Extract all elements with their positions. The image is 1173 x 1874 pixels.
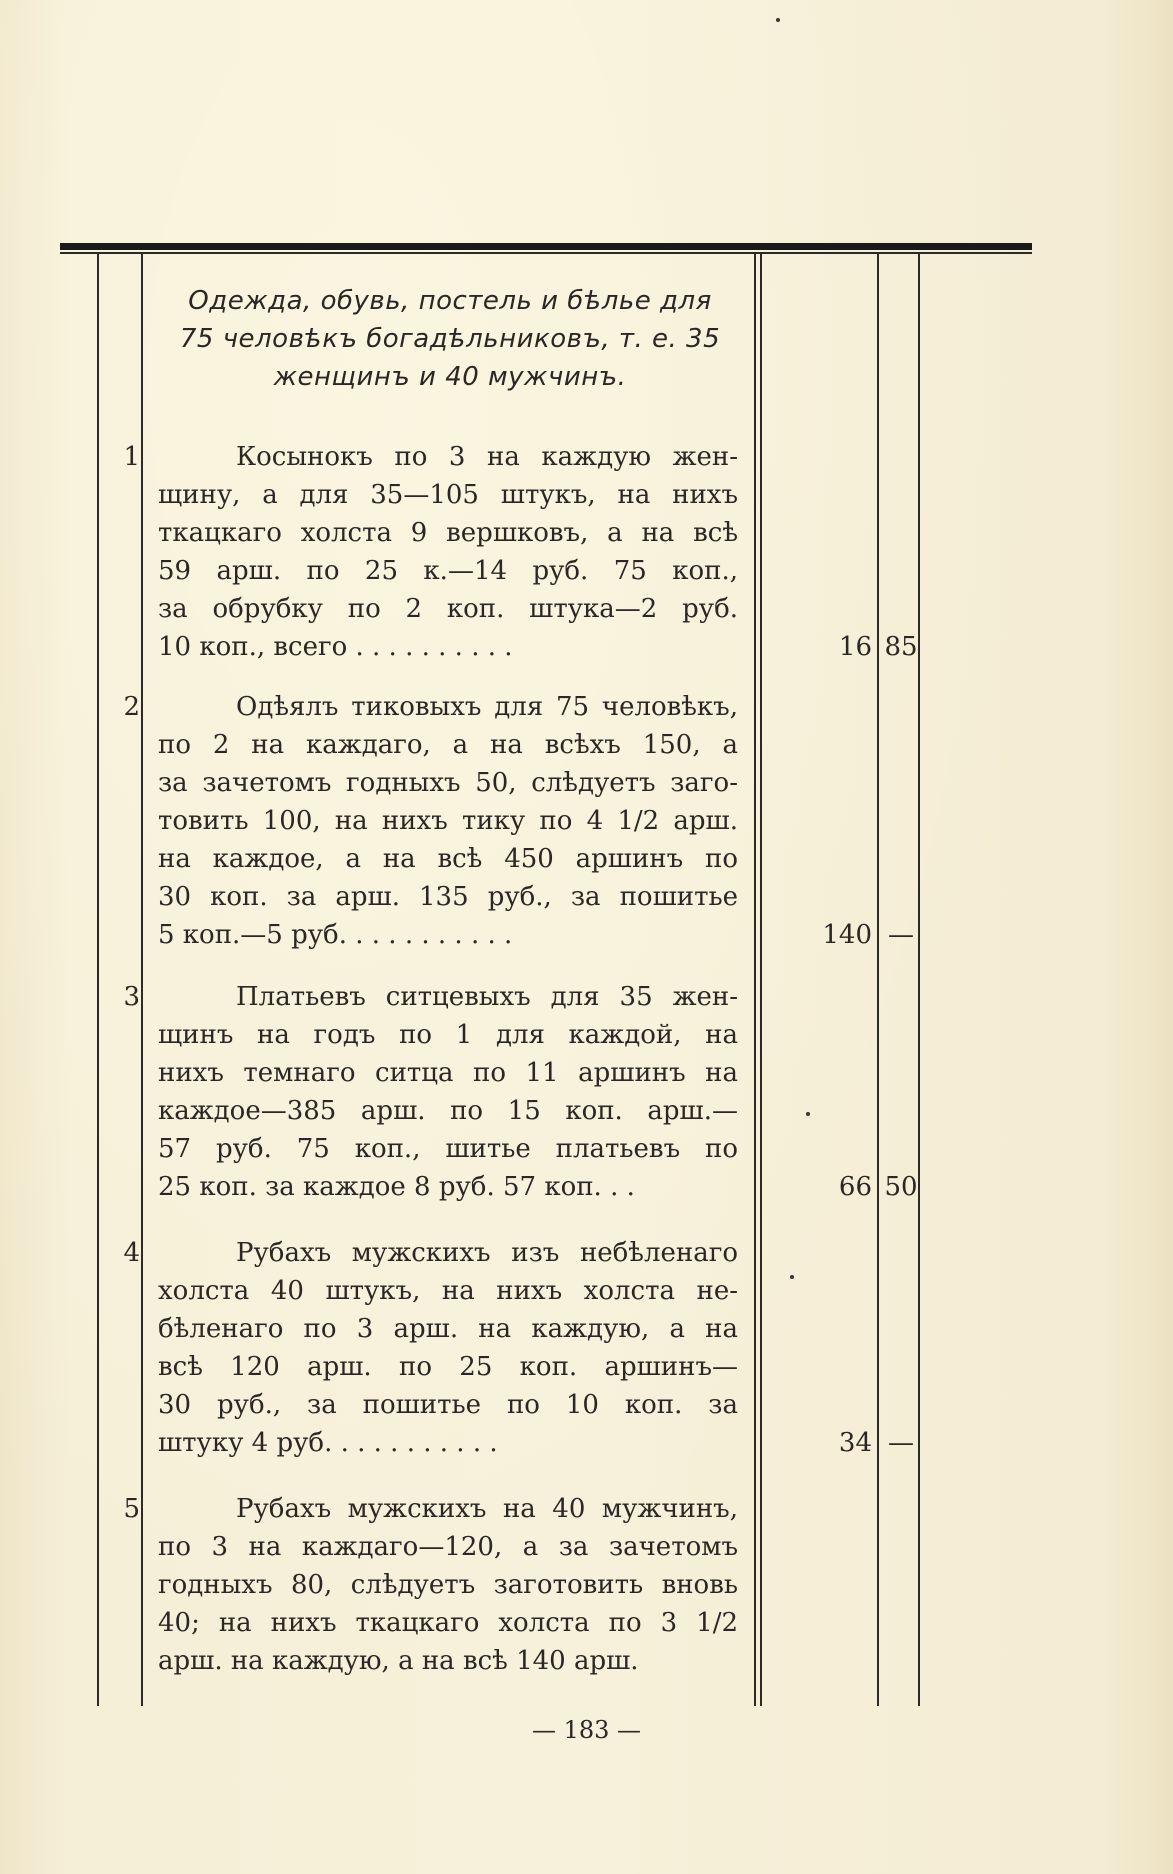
entry-text-line: 10 коп., всего . . . . . . . . . . bbox=[158, 632, 513, 662]
entry-text-line: 59 арш. по 25 к.—14 руб. 75 коп., bbox=[158, 556, 738, 586]
entry-text-line: Рубахъ мужскихъ изъ небѣленаго bbox=[236, 1238, 738, 1268]
page-number: — 183 — bbox=[531, 1716, 642, 1744]
section-title-line: Одежда, обувь, постель и бѣлье для bbox=[188, 286, 712, 316]
amount-kopecks: — bbox=[888, 1428, 914, 1458]
amount-rubles: 66 bbox=[838, 1172, 872, 1202]
entry-number: 3 bbox=[123, 982, 140, 1012]
entry-text-line: 30 руб., за пошитье по 10 коп. за bbox=[158, 1390, 738, 1420]
entry-text-line: щину, а для 35—105 штукъ, на нихъ bbox=[158, 480, 738, 510]
entry-text-line: 25 коп. за каждое 8 руб. 57 коп. . . bbox=[158, 1172, 635, 1202]
amount-kopecks: 50 bbox=[884, 1172, 918, 1202]
column-rule-number bbox=[141, 254, 143, 1706]
entry-text-line: годныхъ 80, слѣдуетъ заготовить вновь bbox=[158, 1570, 738, 1600]
entry-text bbox=[158, 978, 738, 1206]
amount-rubles: 16 bbox=[838, 632, 872, 662]
entry-text-line: товить 100, на нихъ тику по 4 1/2 арш. bbox=[158, 806, 738, 836]
entry-text-line: каждое—385 арш. по 15 коп. арш.— bbox=[158, 1096, 738, 1126]
entry-text-line: арш. на каждую, а на всѣ 140 арш. bbox=[158, 1646, 639, 1676]
entry-text-line: Одѣялъ тиковыхъ для 75 человѣкъ, bbox=[236, 692, 738, 722]
entry-text-line: за обрубку по 2 коп. штука—2 руб. bbox=[158, 594, 738, 624]
entry-number: 4 bbox=[123, 1238, 140, 1268]
entry-text-line: штуку 4 руб. . . . . . . . . . . bbox=[158, 1428, 498, 1458]
entry-number: 5 bbox=[123, 1494, 140, 1524]
entry-text-line: щинъ на годъ по 1 для каждой, на bbox=[158, 1020, 738, 1050]
column-rule-rubles bbox=[877, 254, 879, 1706]
print-speck bbox=[790, 1275, 794, 1279]
amount-rubles: 140 bbox=[822, 920, 872, 950]
entry-text bbox=[158, 1234, 738, 1462]
entry-text-line: 30 коп. за арш. 135 руб., за пошитье bbox=[158, 882, 738, 912]
entry-number: 1 bbox=[123, 442, 140, 472]
print-speck bbox=[776, 18, 780, 22]
entry-text-line: по 2 на каждаго, а на всѣхъ 150, а bbox=[158, 730, 738, 760]
entry-text-line: всѣ 120 арш. по 25 коп. аршинъ— bbox=[158, 1352, 738, 1382]
entry-text-line: за зачетомъ годныхъ 50, слѣдуетъ заго- bbox=[158, 768, 738, 798]
section-title-line: женщинъ и 40 мужчинъ. bbox=[273, 362, 627, 392]
amount-kopecks: 85 bbox=[884, 632, 918, 662]
entry-text bbox=[158, 688, 738, 954]
entry-text-line: ткацкаго холста 9 вершковъ, а на всѣ bbox=[158, 518, 738, 548]
amount-rubles: 34 bbox=[838, 1428, 872, 1458]
top-rule-thin bbox=[60, 252, 1032, 254]
entry-text-line: бѣленаго по 3 арш. на каждую, а на bbox=[158, 1314, 738, 1344]
entry-number: 2 bbox=[123, 692, 140, 722]
top-rule bbox=[60, 243, 1032, 250]
section-title-line: 75 человѣкъ богадѣльниковъ, т. е. 35 bbox=[179, 324, 721, 354]
entry-text-line: Платьевъ ситцевыхъ для 35 жен- bbox=[236, 982, 738, 1012]
entry-text bbox=[158, 438, 738, 666]
print-speck bbox=[806, 1112, 810, 1116]
entry-text-line: нихъ темнаго ситца по 11 аршинъ на bbox=[158, 1058, 738, 1088]
section-title bbox=[150, 282, 750, 396]
entry-text-line: Косынокъ по 3 на каждую жен- bbox=[236, 442, 738, 472]
entry-text-line: на каждое, а на всѣ 450 аршинъ по bbox=[158, 844, 738, 874]
entry-text-line: Рубахъ мужскихъ на 40 мужчинъ, bbox=[236, 1494, 738, 1524]
entry-text-line: 57 руб. 75 коп., шитье платьевъ по bbox=[158, 1134, 738, 1164]
entry-text-line: 40; на нихъ ткацкаго холста по 3 1/2 bbox=[158, 1608, 738, 1638]
entry-text-line: холста 40 штукъ, на нихъ холста не- bbox=[158, 1276, 738, 1306]
column-rule-kopecks bbox=[918, 254, 920, 1706]
entry-text bbox=[158, 1490, 738, 1680]
amount-kopecks: — bbox=[888, 920, 914, 950]
column-rule-text-right-2 bbox=[760, 254, 762, 1706]
entry-text-line: 5 коп.—5 руб. . . . . . . . . . . bbox=[158, 920, 513, 950]
column-rule-text-right-1 bbox=[754, 254, 756, 1706]
entry-text-line: по 3 на каждаго—120, а за зачетомъ bbox=[158, 1532, 738, 1562]
column-rule-left-outer bbox=[97, 254, 99, 1706]
